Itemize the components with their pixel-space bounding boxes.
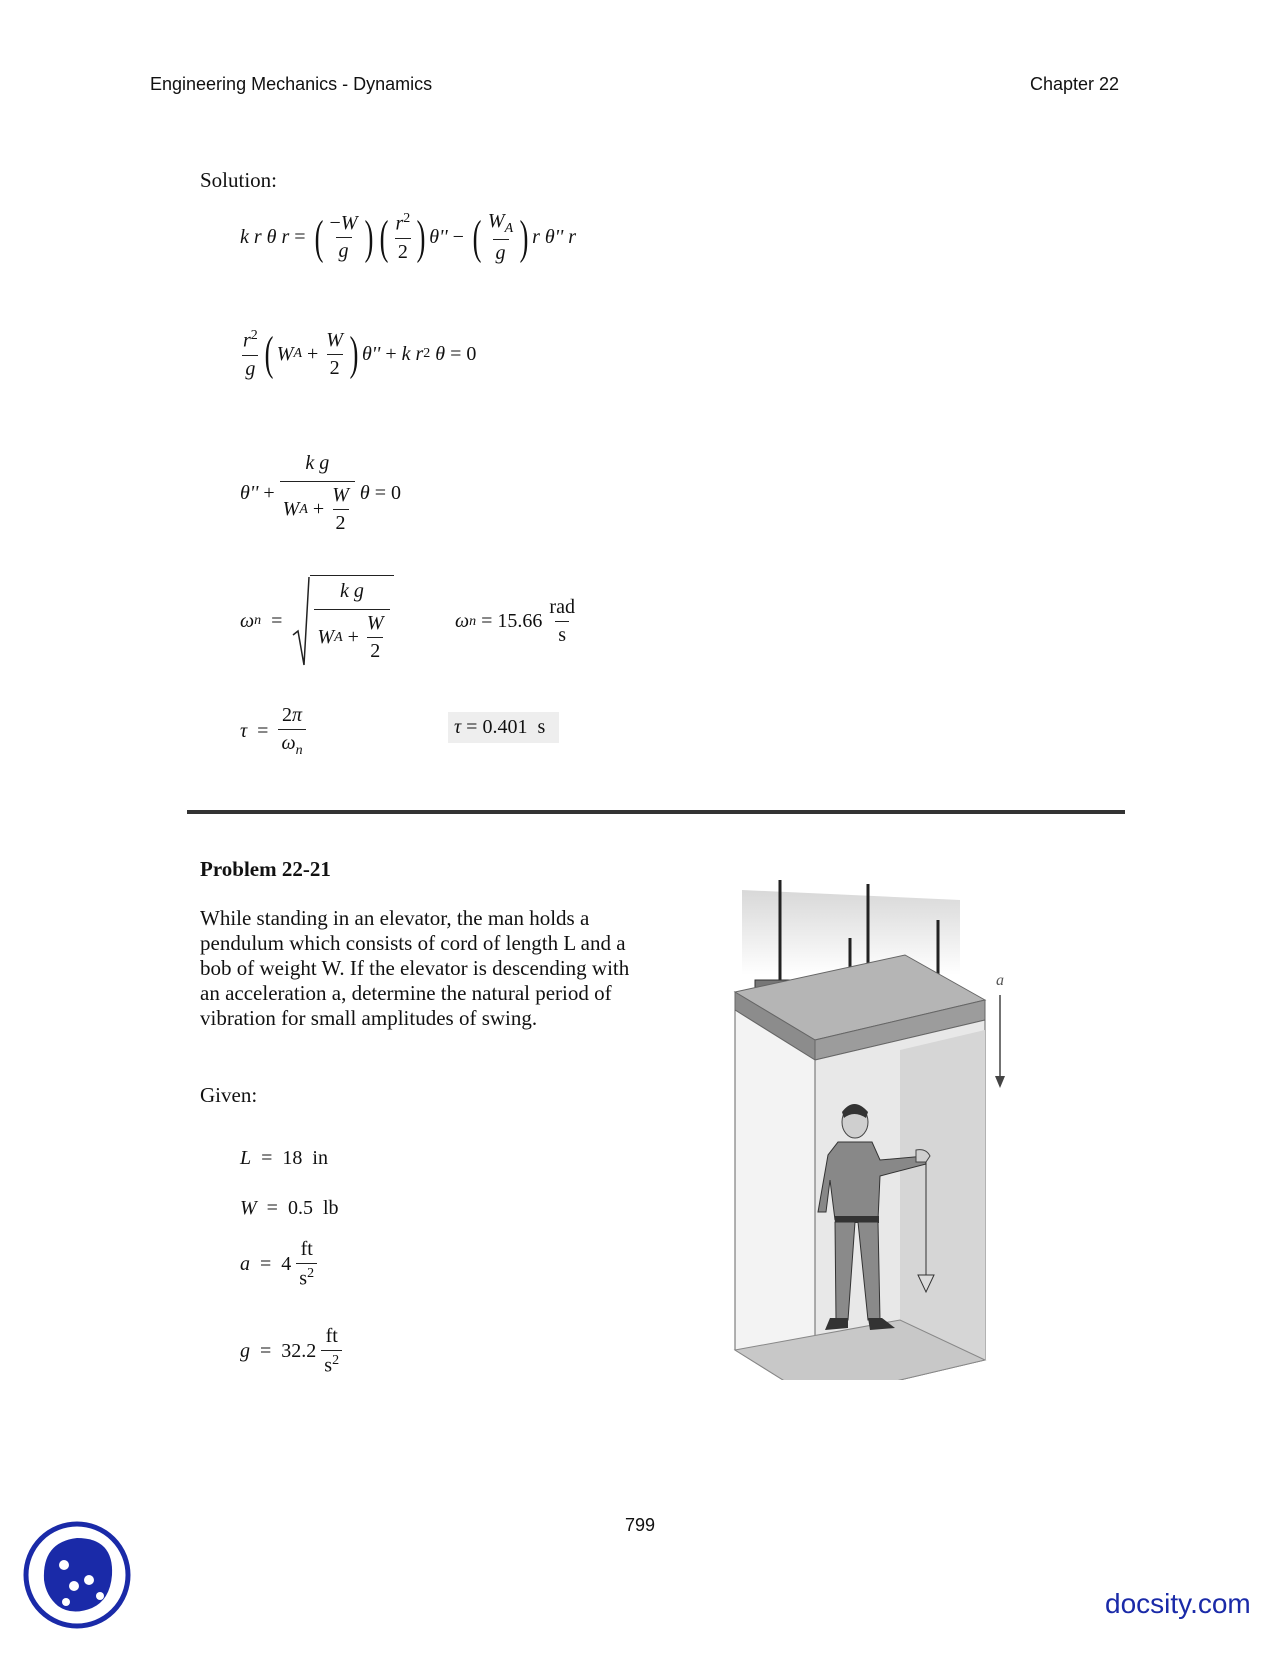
given-a: a = 4 $\frac{ft}{s^2}$	[240, 1238, 317, 1291]
statement-line: an acceleration a, determine the natural period of	[200, 981, 612, 1005]
statement-line: pendulum which consists of cord of length L and a	[200, 931, 626, 955]
equation-tau: τ = $\frac{2\pi}{\omega_n}$	[240, 704, 306, 759]
given-L: L = 18 in	[240, 1147, 328, 1169]
given-label: Given:	[200, 1083, 258, 1107]
section-divider	[187, 810, 1125, 814]
given-W: W = 0.5 lb	[240, 1197, 339, 1219]
accel-label: a	[996, 972, 1004, 989]
tau-value: 0.401	[482, 716, 528, 738]
cab-left-wall	[735, 1010, 815, 1380]
problem-statement	[200, 906, 670, 1031]
page-number: 799	[625, 1515, 656, 1535]
statement-line: vibration for small amplitudes of swing.	[200, 1006, 538, 1030]
running-header-title: Engineering Mechanics - Dynamics	[150, 74, 433, 94]
equation-omega-n: ω n = k g W A + $\frac{W}{2}$	[240, 575, 394, 667]
solution-label: Solution:	[200, 168, 278, 192]
equation-1: k r θ r = ( $\frac{-W}{g}$ ) ( $\frac{r^2}{2}$ ) θ'' − ( $\frac{W_A}{g}$ ) r θ'' r	[240, 210, 577, 264]
docsity-logo-icon[interactable]	[22, 1520, 132, 1630]
accel-arrow-head	[995, 1076, 1005, 1088]
tau-result-box: τ = 0.401 s	[448, 712, 559, 743]
sqrt-radical-icon	[292, 575, 310, 667]
tau-unit: s	[537, 716, 546, 738]
omega-n-value: 15.66	[497, 610, 543, 632]
equation-2: $\frac{r^2}{g}$ ( W A + $\frac{W}{2}$ ) θ'' + k r 2 θ = 0	[243, 327, 477, 381]
omega-n-unit-den: s	[555, 621, 569, 647]
problem-title: Problem 22-21	[200, 857, 331, 881]
given-g: g = 32.2 $\frac{ft}{s^2}$	[240, 1325, 342, 1378]
statement-line: bob of weight W. If the elevator is descending with	[200, 956, 630, 980]
cab-back-wall	[900, 1030, 985, 1360]
equation-3: θ'' + k g W A + $\frac{W}{2}$ θ = 0	[240, 452, 401, 534]
omega-n-result: ω n = 15.66 $\frac{\text{rad}}{s}$	[455, 596, 578, 647]
statement-line: While standing in an elevator, the man holds a	[200, 906, 590, 930]
running-header-chapter: Chapter 22	[1030, 74, 1120, 94]
docsity-brand-link[interactable]: docsity.com	[1105, 1588, 1251, 1619]
elevator-figure	[730, 880, 1030, 1380]
omega-n-unit-num: rad	[549, 596, 575, 618]
